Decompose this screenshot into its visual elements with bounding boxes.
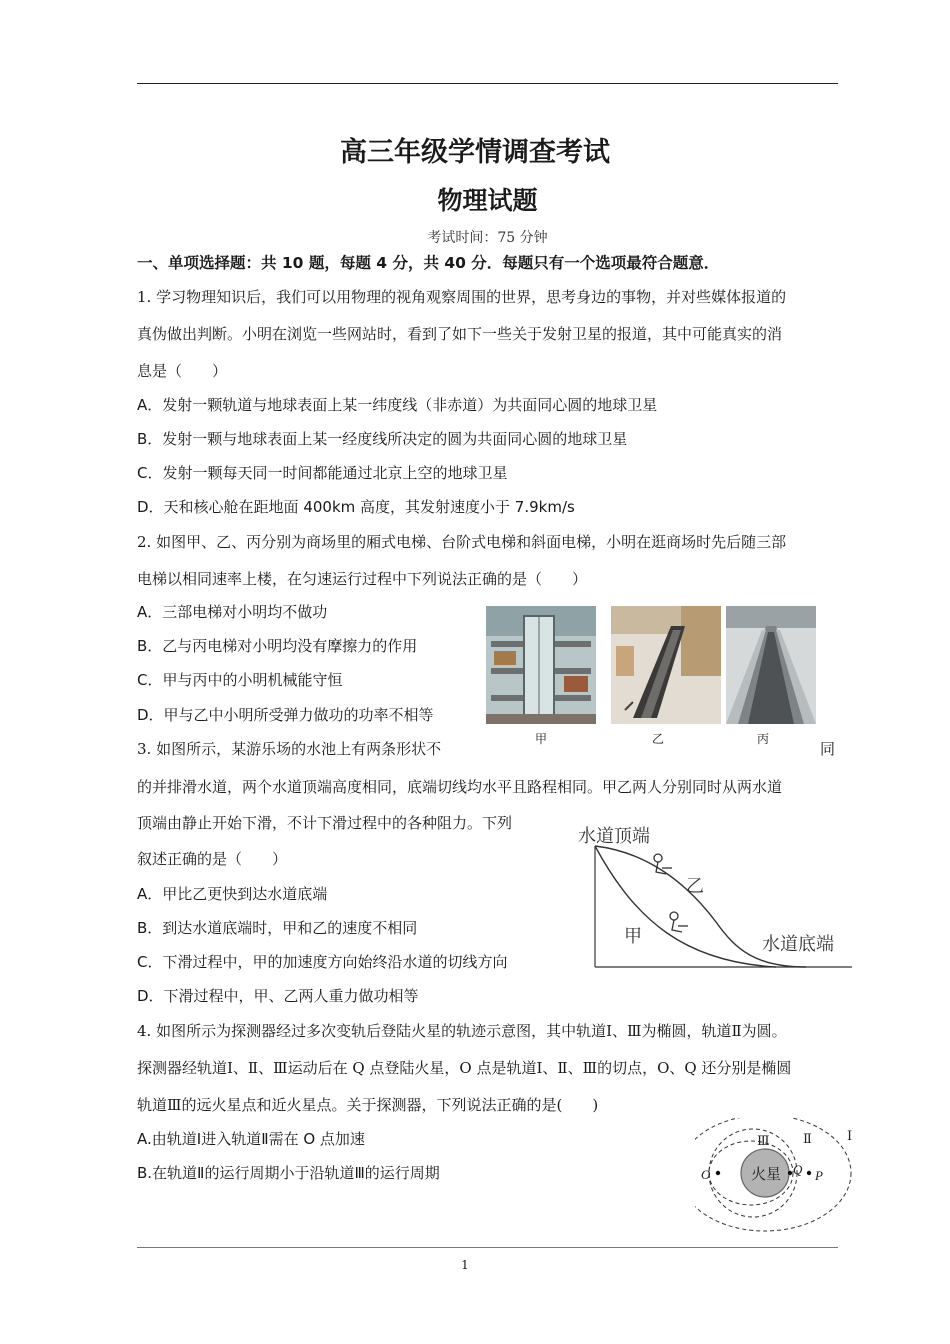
exam-subtitle: 物理试题 (437, 186, 538, 215)
slide-jia-label: 甲 (624, 926, 642, 946)
mars-label: 火星 (751, 1166, 782, 1183)
q2-line1: 2. 如图甲、乙、丙分别为商场里的厢式电梯、台阶式电梯和斜面电梯，小明在逛商场时先后随三部 (137, 533, 787, 551)
q3-line3: 顶端由静止开始下滑，不计下滑过程中的各种阻力。下列 (137, 814, 513, 832)
q3-line4: 叙述正确的是（ ） (137, 850, 288, 868)
top-rule (137, 83, 838, 84)
q1-option-a: A．发射一颗轨道与地球表面上某一纬度线（非赤道）为共面同心圆的地球卫星 (137, 396, 658, 414)
q4-line3: 轨道Ⅲ的远火星点和近火星点。关于探测器，下列说法正确的是( ) (137, 1096, 599, 1114)
q1-option-c: C．发射一颗每天同一时间都能通过北京上空的地球卫星 (137, 464, 508, 482)
orbit-3-label: Ⅲ (757, 1134, 770, 1149)
bottom-rule (137, 1247, 838, 1248)
q3-line1-end: 同 (820, 740, 836, 758)
q3-option-a: A．甲比乙更快到达水道底端 (137, 885, 328, 903)
q3-option-b: B．到达水道底端时，甲和乙的速度不相同 (137, 919, 418, 937)
q1-line3: 息是（ ） (137, 362, 228, 380)
orbit-1-label: Ⅰ (847, 1129, 853, 1144)
q1-line1: 1. 学习物理知识后，我们可以用物理的视角观察周围的世界，思考身边的事物，并对些媒体报道的 (137, 288, 787, 306)
q4-option-a: A.由轨道Ⅰ进入轨道Ⅱ需在 O 点加速 (137, 1130, 365, 1148)
moving-walk-photo-bing (716, 606, 826, 724)
q3-line2: 的并排滑水道，两个水道顶端高度相同，底端切线均水平且路程相同。甲乙两人分别同时从两水道 (137, 778, 783, 796)
q4-line1: 4. 如图所示为探测器经过多次变轨后登陆火星的轨迹示意图，其中轨道Ⅰ、Ⅲ为椭圆，轨道Ⅱ为圆。 (137, 1022, 787, 1040)
point-o-label: O (701, 1167, 711, 1182)
q2-option-b: B．乙与丙电梯对小明均没有摩擦力的作用 (137, 637, 418, 655)
q3-option-d: D．下滑过程中，甲、乙两人重力做功相等 (137, 987, 419, 1005)
slide-bottom-label: 水道底端 (762, 934, 834, 954)
mars-orbit-diagram (695, 1118, 865, 1240)
point-p-label: P (815, 1168, 823, 1183)
q1-option-b: B．发射一颗与地球表面上某一经度线所决定的圆为共面同心圆的地球卫星 (137, 430, 628, 448)
q2-option-c: C．甲与丙中的小明机械能守恒 (137, 671, 343, 689)
elevator-photo-jia (486, 606, 596, 724)
orbit-2-label: Ⅱ (803, 1132, 812, 1147)
point-q-label: Q (793, 1162, 803, 1177)
section-heading: 一、单项选择题：共 10 题，每题 4 分，共 40 分．每题只有一个选项最符合题意． (137, 254, 720, 272)
q2-option-a: A．三部电梯对小明均不做功 (137, 603, 328, 621)
q4-option-b: B.在轨道Ⅱ的运行周期小于沿轨道Ⅲ的运行周期 (137, 1164, 440, 1182)
exam-time: 考试时间：75 分钟 (427, 230, 548, 246)
water-slide-diagram (576, 822, 854, 970)
photo-caption-jia: 甲 (534, 732, 547, 746)
q1-line2: 真伪做出判断。小明在浏览一些网站时，看到了如下一些关于发射卫星的报道，其中可能真实的消 (137, 325, 783, 343)
slide-top-label: 水道顶端 (578, 826, 650, 846)
q3-option-c: C．下滑过程中，甲的加速度方向始终沿水道的切线方向 (137, 953, 508, 971)
exam-title: 高三年级学情调查考试 (340, 137, 610, 168)
q2-option-d: D．甲与乙中小明所受弹力做功的功率不相等 (137, 706, 434, 724)
q3-line1: 3. 如图所示，某游乐场的水池上有两条形状不 (137, 740, 442, 758)
photo-caption-bing: 丙 (756, 732, 769, 746)
q1-option-d: D．天和核心舱在距地面 400km 高度，其发射速度小于 7.9km/s (137, 498, 575, 516)
slide-yi-label: 乙 (686, 876, 704, 896)
photo-caption-yi: 乙 (651, 732, 664, 746)
q4-line2: 探测器经轨道Ⅰ、Ⅱ、Ⅲ运动后在 Q 点登陆火星，O 点是轨道Ⅰ、Ⅱ、Ⅲ的切点，O、Q 还分别是椭圆 (137, 1059, 792, 1077)
q2-line2: 电梯以相同速率上楼，在匀速运行过程中下列说法正确的是（ ） (137, 570, 588, 588)
page-number: 1 (461, 1258, 469, 1272)
escalator-photo-yi (611, 606, 721, 724)
